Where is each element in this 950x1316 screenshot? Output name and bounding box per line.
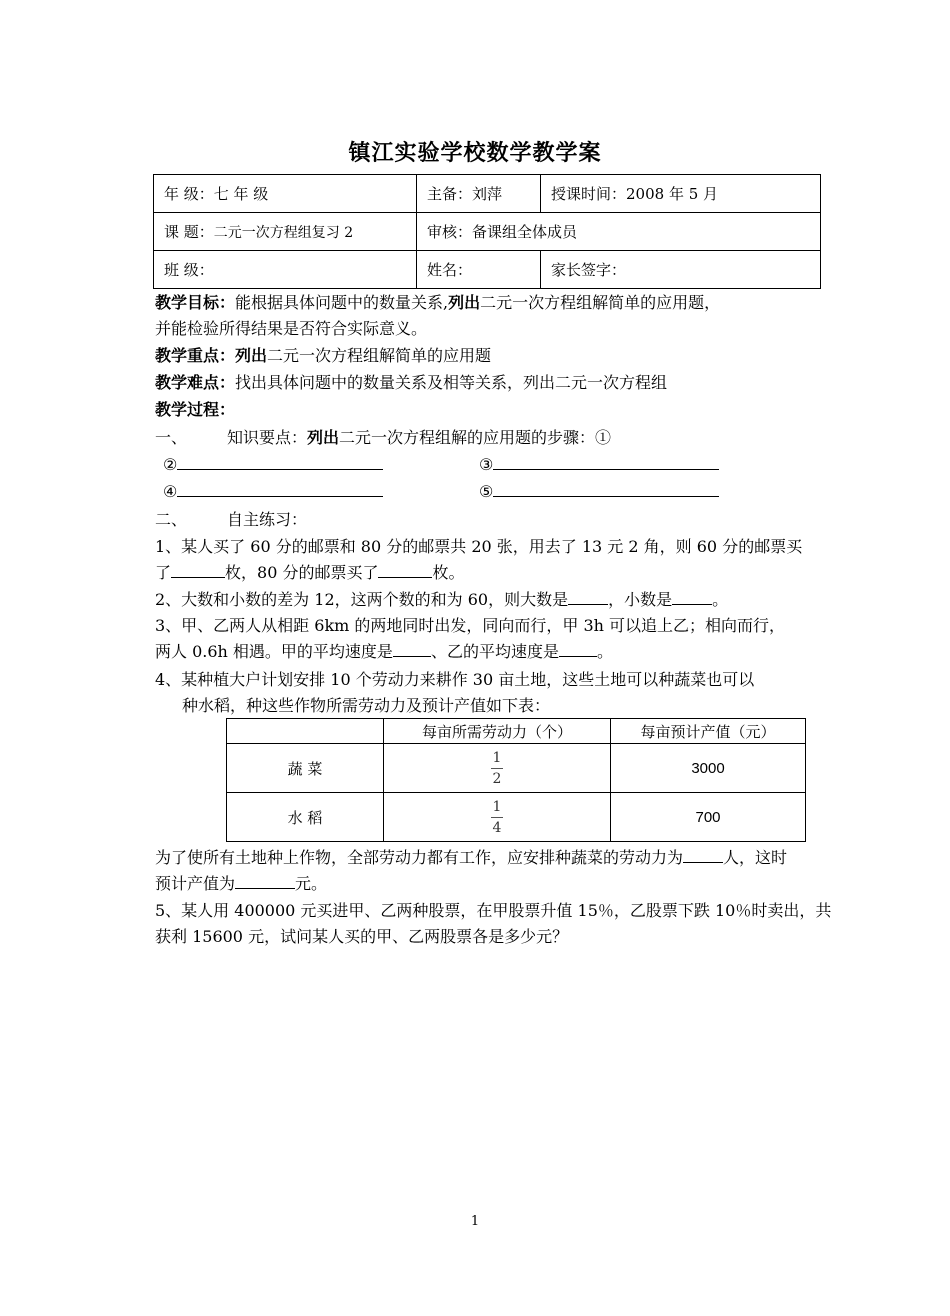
crop-value: 3000: [611, 744, 806, 793]
parent-sign-cell: 家长签字：: [541, 251, 821, 289]
question-4-line-2: 种水稻，种这些作物所需劳动力及预计产值如下表：: [182, 696, 551, 715]
topic-value: 二元一次方程组复习 2: [213, 225, 354, 241]
step-5-mark: ⑤: [479, 482, 494, 501]
q1-blank-2: [378, 563, 432, 578]
key-label: 教学重点：: [155, 346, 236, 365]
section-2-text: 自主练习：: [227, 510, 308, 529]
fraction-one-quarter: [491, 799, 504, 836]
goal-text-1: 能根据具体问题中的数量关系,: [235, 293, 449, 312]
q4-blank-2: [235, 874, 295, 889]
step-4-mark: ④: [163, 482, 178, 501]
difficulty-label: 教学难点：: [155, 373, 236, 392]
q3-text-a: 两人 0.6h 相遇。甲的平均速度是: [155, 642, 393, 661]
topic-label: 课 题：: [164, 223, 214, 241]
step-3-blank: [479, 452, 719, 478]
q2-blank-2: [672, 590, 712, 605]
fraction-denominator: 2: [492, 770, 502, 787]
q4-text-c: 预计产值为: [155, 874, 236, 893]
info-row-1: [154, 175, 821, 213]
q4-text-b: 人，这时: [723, 848, 788, 867]
info-row-3: [154, 251, 821, 289]
question-4-line-4: [155, 871, 327, 897]
page-number: 1: [470, 1214, 480, 1229]
question-2-line: [155, 587, 728, 613]
q2-text-c: 。: [712, 590, 729, 609]
fraction-bar: [491, 817, 504, 818]
crop-row-vegetable: [227, 744, 806, 793]
step-2-mark: ②: [163, 455, 178, 474]
crop-header-blank: [227, 719, 384, 744]
labor-fraction: [384, 793, 611, 842]
class-cell: 班 级：: [154, 251, 417, 289]
question-4-line-1: 4、某种植大户计划安排 10 个劳动力来耕作 30 亩土地，这些土地可以种蔬菜也可以: [155, 670, 755, 689]
crop-header-value: 每亩预计产值（元）: [611, 719, 806, 744]
goal-line-1: [155, 290, 720, 316]
step-2-blank: [163, 452, 383, 478]
crop-name: 水 稻: [227, 793, 384, 842]
section-1-text-1: 知识要点：: [227, 428, 308, 447]
q3-text-b: 、乙的平均速度是: [430, 642, 559, 661]
step-5-blank: [479, 479, 719, 505]
q2-blank-1: [568, 590, 608, 605]
crop-table-header: [227, 719, 806, 744]
step-5-underline: [493, 482, 719, 497]
step-4-underline: [177, 482, 383, 497]
difficulty-line: [155, 370, 667, 396]
name-cell: 姓名：: [417, 251, 541, 289]
labor-fraction: [384, 744, 611, 793]
question-3-line-1: 3、甲、乙两人从相距 6km 的两地同时出发，同向而行，甲 3h 可以追上乙；相向而行，: [155, 616, 786, 635]
q1-text-c: 枚。: [432, 563, 465, 582]
q3-text-c: 。: [596, 642, 613, 661]
section-2-line: [155, 507, 307, 533]
crop-table: [226, 718, 806, 842]
section-1-line: [155, 425, 611, 451]
q1-text-a: 了: [155, 563, 172, 582]
topic-cell: [154, 213, 417, 251]
question-1-line-1: 1、某人买了 60 分的邮票和 80 分的邮票共 20 张，用去了 13 元 2 角，则 60 分的邮票买: [155, 537, 803, 556]
step-3-underline: [493, 455, 719, 470]
section-1-text-2: 二元一次方程组解的应用题的步骤：①: [339, 428, 612, 447]
key-text: 二元一次方程组解简单的应用题: [267, 346, 492, 365]
step-4-blank: [163, 479, 383, 505]
crop-value: 700: [611, 793, 806, 842]
crop-header-labor: 每亩所需劳动力（个）: [384, 719, 611, 744]
section-1-bold: 列出: [307, 428, 340, 447]
question-3-line-2: [155, 639, 613, 665]
difficulty-text: 找出具体问题中的数量关系及相等关系，列出二元一次方程组: [235, 373, 668, 392]
info-table: [153, 174, 821, 289]
fraction-numerator: 1: [492, 798, 502, 815]
fraction-numerator: 1: [492, 749, 502, 766]
section-2-num: 二、: [155, 510, 188, 529]
process-label: 教学过程：: [155, 400, 236, 419]
question-5-line-1: 5、某人用 400000 元买进甲、乙两种股票，在甲股票升值 15％，乙股票下跌 10％时卖出，共: [155, 901, 832, 920]
fraction-bar: [491, 768, 504, 769]
q4-text-d: 元。: [295, 874, 328, 893]
info-row-2: [154, 213, 821, 251]
question-5-line-2: 获利 15600 元，试问某人买的甲、乙两股票各是多少元？: [155, 927, 569, 946]
key-bold: 列出: [235, 346, 268, 365]
q1-text-b: 枚，80 分的邮票买了: [225, 563, 379, 582]
q2-text-b: ，小数是: [608, 590, 673, 609]
q4-text-a: 为了使所有土地种上作物，全部劳动力都有工作，应安排种蔬菜的劳动力为: [155, 848, 684, 867]
author-cell: 主备：刘萍: [417, 175, 541, 213]
q2-text-a: 2、大数和小数的差为 12，这两个数的和为 60，则大数是: [155, 590, 569, 609]
question-1-line-2: [155, 560, 464, 586]
goal-text-2: 二元一次方程组解简单的应用题，: [480, 293, 721, 312]
step-2-underline: [177, 455, 383, 470]
section-1-num: 一、: [155, 428, 188, 447]
page-title: 镇江实验学校数学教学案: [348, 140, 602, 166]
q3-blank-1: [393, 642, 431, 657]
grade-cell: 年 级：七 年 级: [154, 175, 417, 213]
review-cell: 审核：备课组全体成员: [417, 213, 821, 251]
q3-blank-2: [559, 642, 597, 657]
q4-blank-1: [683, 848, 723, 863]
fraction-one-half: [491, 750, 504, 787]
fraction-denominator: 4: [492, 819, 502, 836]
key-point-line: [155, 343, 491, 369]
crop-row-rice: [227, 793, 806, 842]
step-3-mark: ③: [479, 455, 494, 474]
q1-blank-1: [171, 563, 225, 578]
time-cell: 授课时间：2008 年 5 月: [541, 175, 821, 213]
goal-label: 教学目标：: [155, 293, 236, 312]
crop-name: 蔬 菜: [227, 744, 384, 793]
goal-line-2: 并能检验所得结果是否符合实际意义。: [155, 319, 428, 338]
question-4-line-3: [155, 845, 787, 871]
goal-bold: 列出: [448, 293, 481, 312]
